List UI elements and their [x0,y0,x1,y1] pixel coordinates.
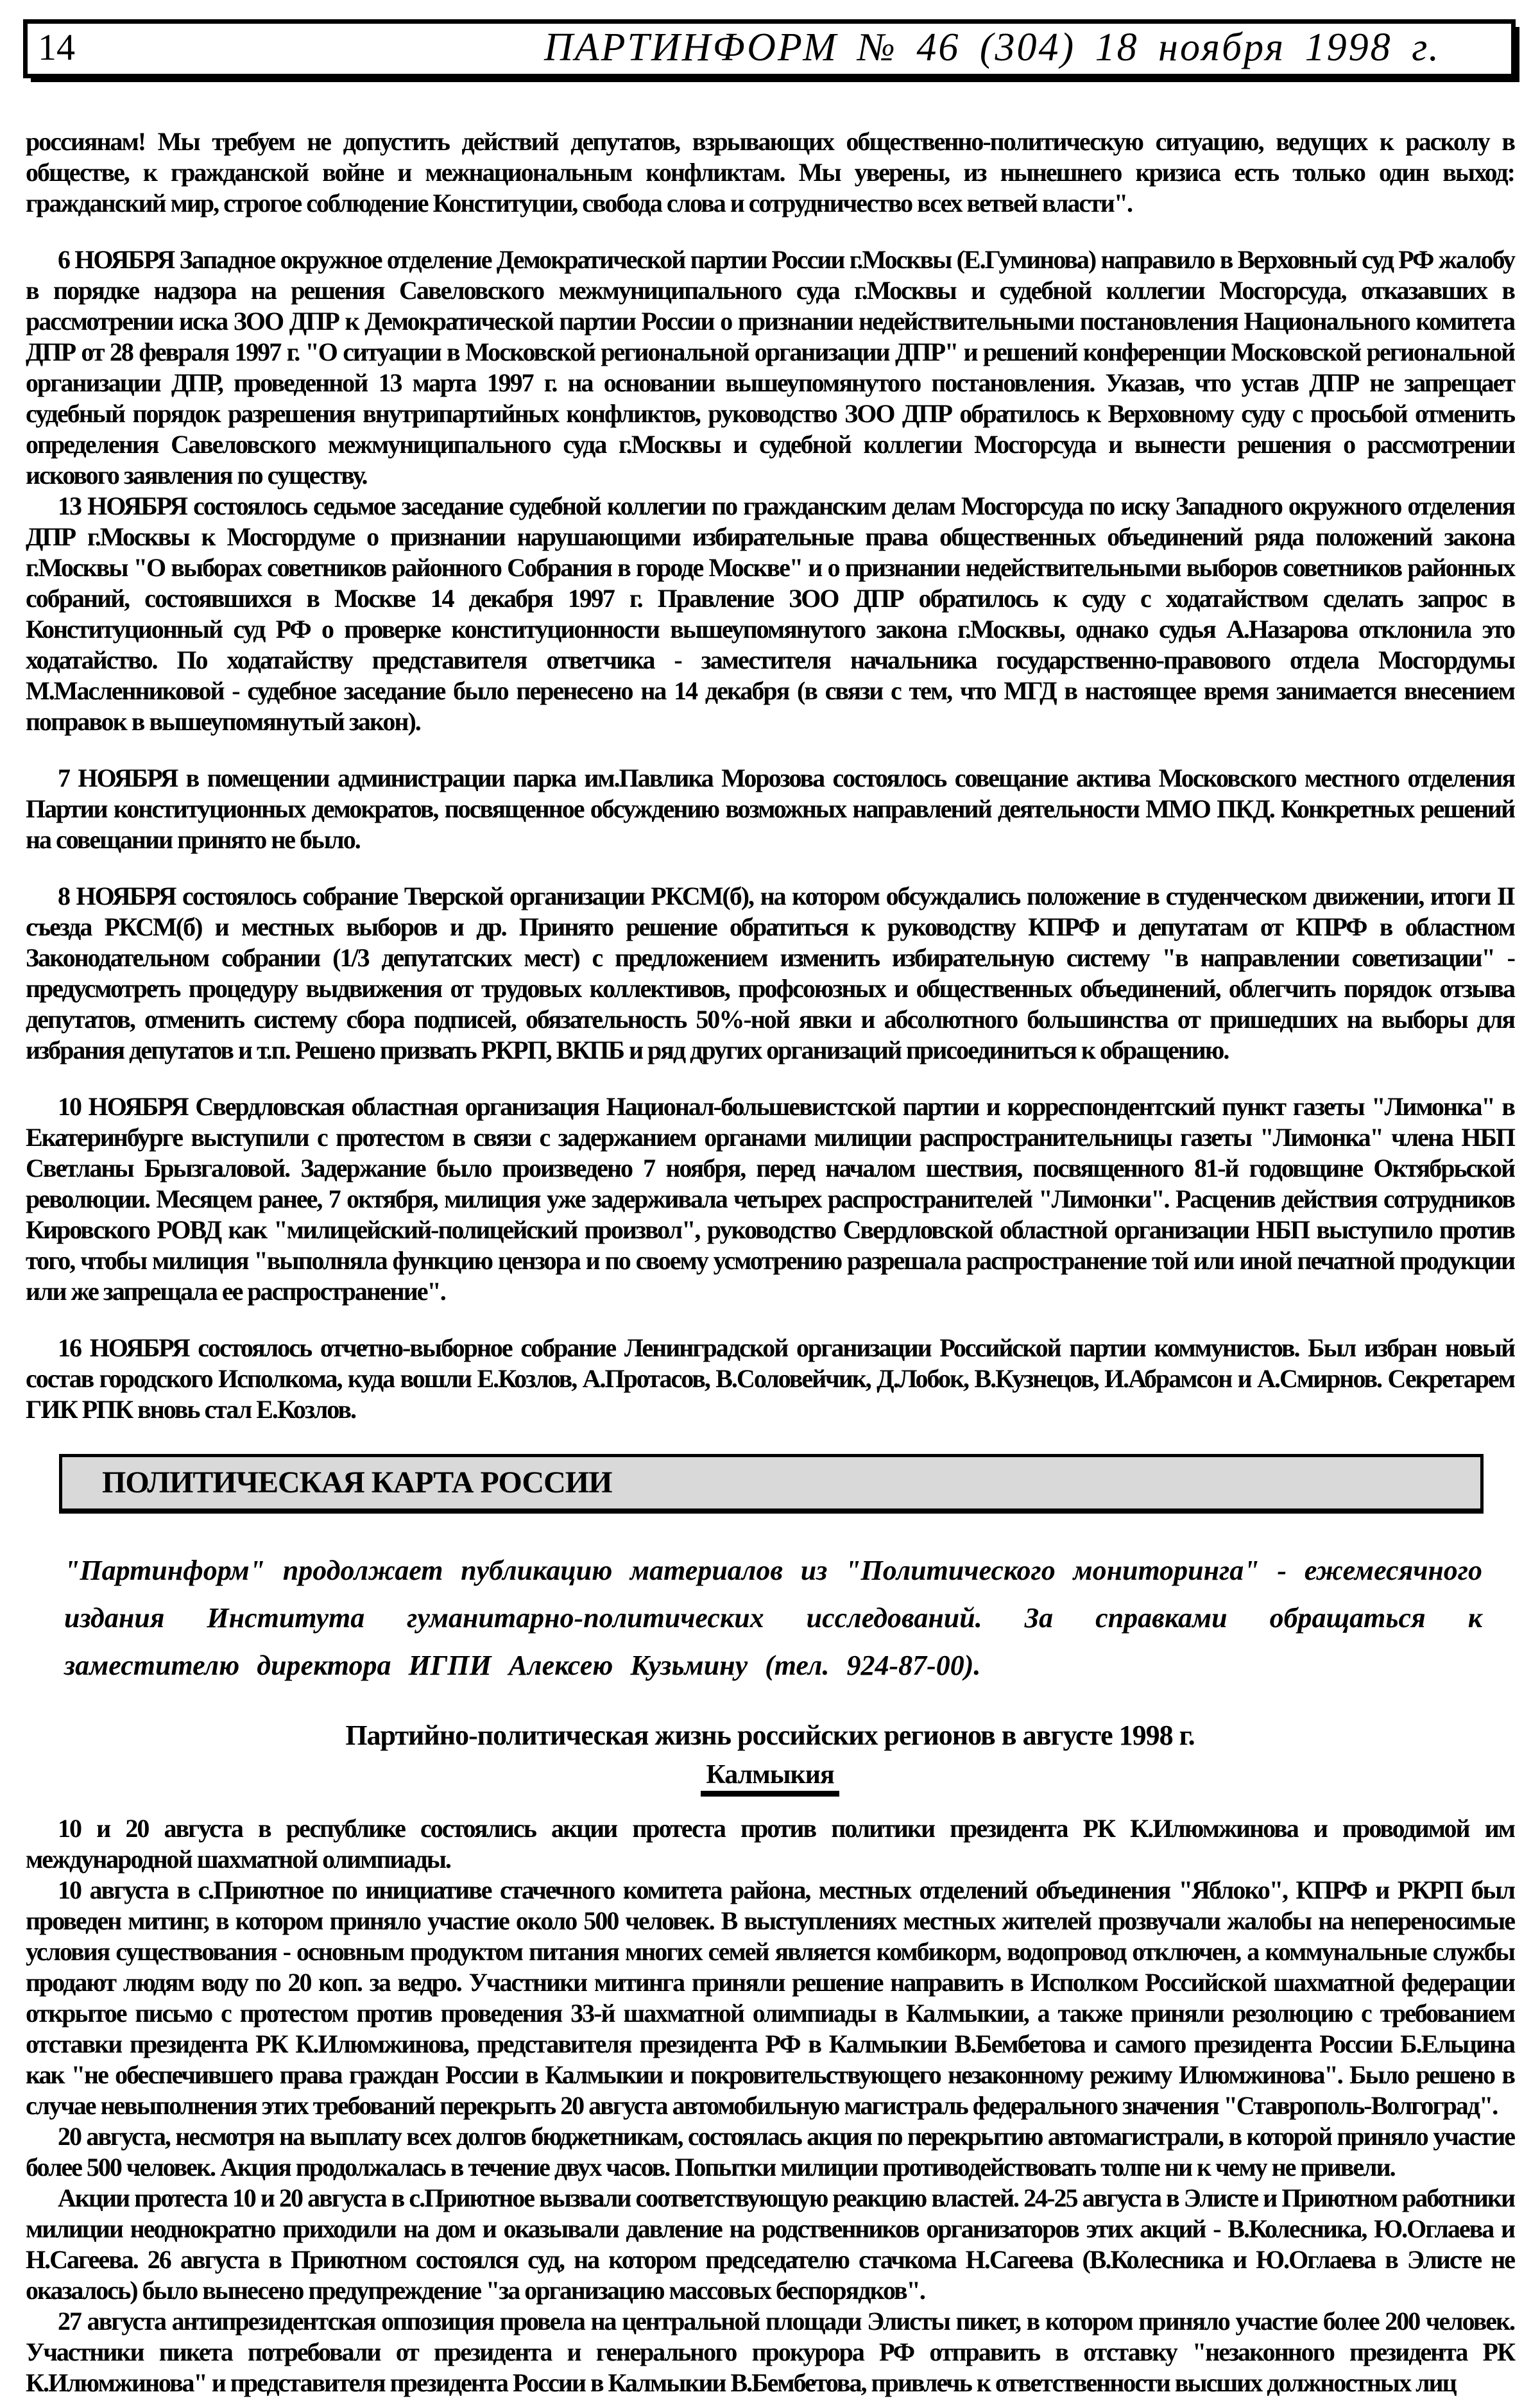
region-paragraph: Акции протеста 10 и 20 августа в с.Приютное вызвали соответствующую реакцию властей. 24-25 августа в Элисте и Приютном работники милиции неоднократно приходили на дом и оказывали давление на родственников организаторов этих акций - В.Колесника, Ю.Оглаева и Н.Сагеева. 26 августа в Приютном состоялся суд, на котором председателю стачкома Н.Сагеева (В.Колесника и Ю.Оглаева в Элисте не оказалось) было вынесено предупреждение "за организацию массовых беспорядков". [26,2183,1514,2305]
region-paragraph: 20 августа, несмотря на выплату всех долгов бюджетникам, состоялась акция по перекрытию автомагистрали, в которой приняло участие более 500 человек. Акция продолжалась в течение двух часов. Попытки милиции противодействовать толпе ни к чему не привели. [26,2122,1514,2182]
region-subheading: Калмыкия [701,1760,839,1797]
page-number: 14 [38,26,75,68]
news-paragraph: 7 НОЯБРЯ в помещении администрации парка им.Павлика Морозова состоялось совещание актива Московского местного отделения Партии конституционных демократов, посвященное обсуждению возможных направлений деятельности ММО ПКД. Конкретных решений на совещании принято не было. [26,764,1514,854]
section-title: ПОЛИТИЧЕСКАЯ КАРТА РОССИИ [102,1465,612,1500]
section-intro: "Партинформ" продолжает публикацию материалов из "Политического мониторинга" - ежемесячного издания Института гуманитарно-политических исследований. За справками обращаться к заместителю директора ИГПИ Алексею Кузьмину (тел. 924-87-00). [64,1555,1482,1681]
news-paragraph: 10 НОЯБРЯ Свердловская областная организация Национал-большевистской партии и корреспондентский пункт газеты "Лимонка" в Екатеринбурге выступили с протестом в связи с задержанием органами милиции распространительницы газеты "Лимонка" члена НБП Светланы Брызгаловой. Задержание было произведено 7 ноября, перед началом шествия, посвященного 81-й годовщине Октябрьской революции. Месяцем ранее, 7 октября, милиция уже задерживала четырех распространителей "Лимонки". Расценив действия сотрудников Кировского РОВД как "милицейский-полицейский произвол", руководство Свердловской областной организации НБП выступило против того, чтобы милиция "выполняла функцию цензора и по своему усмотрению разрешала распространение той или иной печатной продукции или же запрещала ее распространение". [26,1092,1514,1306]
section-header-box [59,1454,1484,1514]
region-paragraph: 27 августа антипрезидентская оппозиция провела на центральной площади Элисты пикет, в котором приняло участие более 200 человек. Участники пикета потребовали от президента и генерального прокурора РФ отправить в отставку "незаконного президента РК К.Илюмжинова" и представителя президента России в Калмыкии В.Бембетова, привлечь к ответственности высших должностных лиц [26,2307,1514,2397]
page-header [23,19,1516,78]
masthead-title: ПАРТИНФОРМ № 46 (304) 18 ноября 1998 г. [544,26,1441,69]
news-paragraph: 6 НОЯБРЯ Западное окружное отделение Демократической партии России г.Москвы (Е.Гуминова) направило в Верховный суд РФ жалобу в порядке надзора на решения Савеловского межмуниципального суда г.Москвы и судебной коллегии Мосгорсуда, отказавших в рассмотрении иска ЗОО ДПР к Демократической партии России о признании недействительными постановления Национального комитета ДПР от 28 февраля 1997 г. "О ситуации в Московской региональной организации ДПР" и решений конференции Московской региональной организации ДПР, проведенной 13 марта 1997 г. на основании вышеупомянутого постановления. Указав, что устав ДПР не запрещает судебный порядок разрешения внутрипартийных конфликтов, руководство ЗОО ДПР обратилось к Верховному суду с просьбой отменить определения Савеловского межмуниципального суда г.Москвы и судебной коллегии Мосгорсуда и вынести решения о рассмотрении искового заявления по существу. [26,245,1514,490]
region-paragraph: 10 августа в с.Приютное по инициативе стачечного комитета района, местных отделений объединения "Яблоко", КПРФ и РКРП был проведен митинг, в котором приняло участие около 500 человек. В выступлениях местных жителей прозвучали жалобы на непереносимые условия существования - основным продуктом питания многих семей является комбикорм, водопровод отключен, а коммунальные службы продают людям воду по 20 коп. за ведро. Участники митинга приняли решение направить в Исполком Российской шахматной федерации открытое письмо с протестом против проведения 33-й шахматной олимпиады в Калмыкии, а также приняли резолюцию с требованием отставки президента РК К.Илюмжинова, представителя президента РФ в Калмыкии В.Бембетова и самого президента России Б.Ельцина как "не обеспечившего права граждан России в Калмыкии и покровительствующего незаконному режиму Илюмжинова". Было решено в случае невыполнения этих требований перекрыть 20 августа автомобильную магистраль федерального значения "Ставрополь-Волгоград". [26,1876,1514,2120]
news-section [26,126,1514,1425]
region-subheading-row [0,1760,1540,1797]
report-heading: Партийно-политическая жизнь российских регионов в августе 1998 г. [345,1720,1195,1751]
news-paragraph: 8 НОЯБРЯ состоялось собрание Тверской организации РКСМ(б), на котором обсуждались положение в студенческом движении, итоги II съезда РКСМ(б) и местных выборов и др. Принято решение обратиться к руководству КПРФ и депутатам от КПРФ в областном Законодательном собрании (1/3 депутатских мест) с предложением изменить избирательную систему "в направлении советизации" - предусмотреть процедуру выдвижения от трудовых коллективов, профсоюзных и общественных объединений, облегчить порядок отзыва депутатов, отменить систему сбора подписей, обязательность 50%-ной явки и абсолютного большинства от пришедших на выборы для избрания депутатов и т.п. Решено призвать РКРП, ВКПБ и ряд других организаций присоединиться к обращению. [26,882,1514,1064]
region-paragraph: 10 и 20 августа в республике состоялись акции протеста против политики президента РК К.Илюмжинова и проводимой им международной шахматной олимпиады. [26,1814,1514,1874]
news-paragraph: 13 НОЯБРЯ состоялось седьмое заседание судебной коллегии по гражданским делам Мосгорсуда по иску Западного окружного отделения ДПР г.Москвы к Мосгордуме о признании нарушающими избирательные права общественных объединений ряда положений закона г.Москвы "О выборах советников районного Собрания в городе Москве" и о признании недействительными выборов советников районных собраний, состоявшихся в Москве 14 декабря 1997 г. Правление ЗОО ДПР обратилось к суду с ходатайством сделать запрос в Конституционный суд РФ о проверке конституционности вышеупомянутого закона г.Москвы, однако судья А.Назарова отклонила это ходатайство. По ходатайству представителя ответчика - заместителя начальника государственно-правового отдела Мосгордумы М.Масленниковой - судебное заседание было перенесено на 14 декабря (в связи с тем, что МГД в настоящее время занимается внесением поправок в вышеупомянутый закон). [26,491,1514,736]
news-paragraph: 16 НОЯБРЯ состоялось отчетно-выборное собрание Ленинградской организации Российской партии коммунистов. Был избран новый состав городского Исполкома, куда вошли Е.Козлов, А.Протасов, В.Соловейчик, Д.Лобок, В.Кузнецов, И.Абрамсон и А.Смирнов. Секретарем ГИК РПК вновь стал Е.Козлов. [26,1333,1514,1424]
news-paragraph: россиянам! Мы требуем не допустить действий депутатов, взрывающих общественно-политическую ситуацию, ведущих к расколу в обществе, к гражданской войне и межнациональным конфликтам. Мы уверены, из нынешнего кризиса есть только один выход: гражданский мир, строгое соблюдение Конституции, свобода слова и сотрудничество всех ветвей власти". [26,127,1514,218]
region-section [26,1813,1514,2398]
